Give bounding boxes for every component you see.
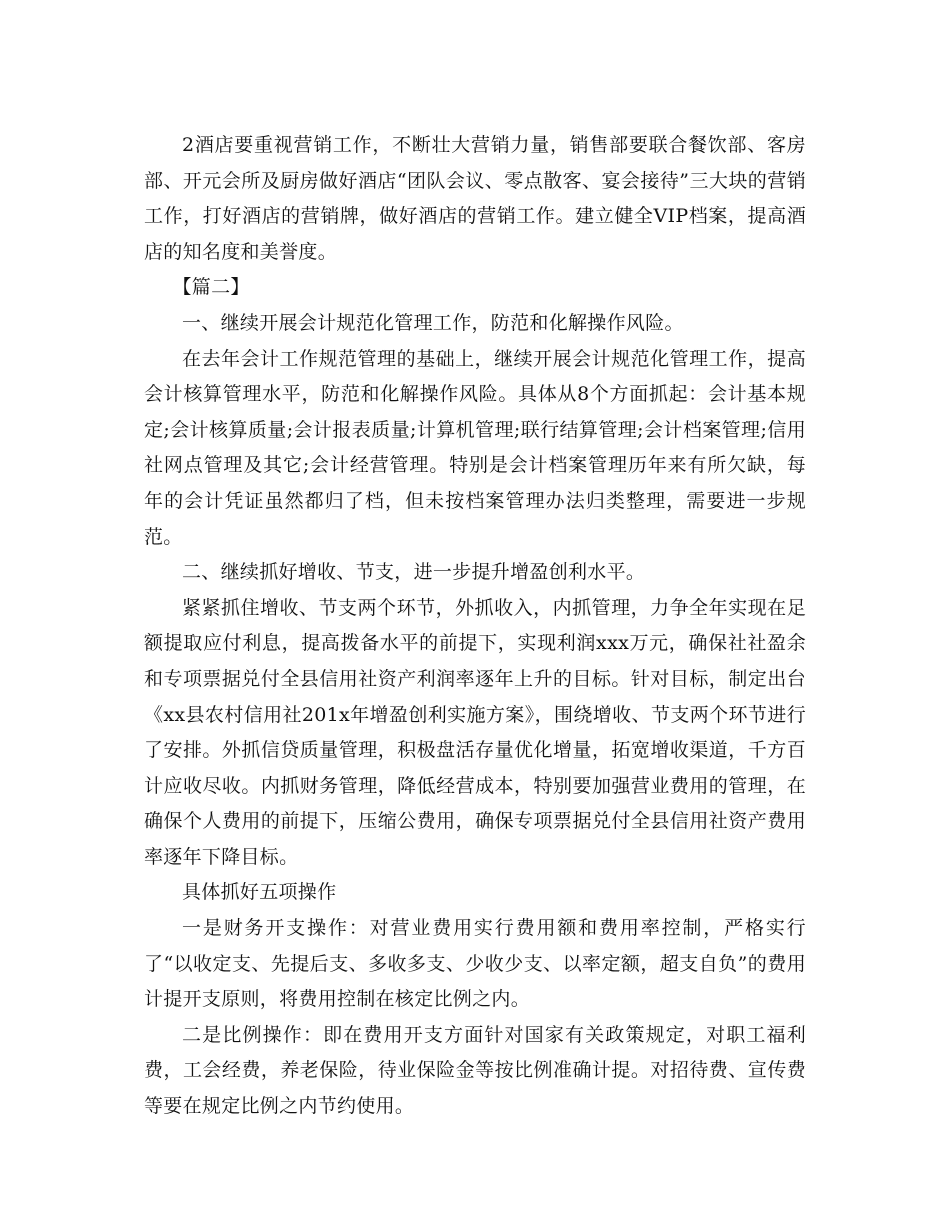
paragraph-revenue-cost-control: 紧紧抓住增收、节支两个环节，外抓收入，内抓管理，力争全年实现在足额提取应付利息，提高拨备水平的前提下，实现利润xxx万元，确保社社盈余和专项票据兑付全县信用社资产利润率逐年上升的目标。针对目标，制定出台《xx县农村信用社201x年增盈创利实施方案》，围绕增收、节支两个环节进行了安排。外抓信贷质量管理，积极盘活存量优化增量，拓宽增收渠道，千方百计应收尽收。内抓财务管理，降低经营成本，特别要加强营业费用的管理，在确保个人费用的前提下，压缩公费用，确保专项票据兑付全县信用社资产费用率逐年下降目标。: [144, 596, 806, 868]
section-label-part-two: 【篇二】: [172, 276, 250, 299]
heading-accounting-standardization: 一、继续开展会计规范化管理工作，防范和化解操作风险。: [182, 311, 684, 334]
paragraph-ratio-operation: 二是比例操作：即在费用开支方面针对国家有关政策规定，对职工福利费，工会经费，养老保险，待业保险金等按比例准确计提。对招待费、宣传费等要在规定比例之内节约使用。: [144, 1023, 806, 1118]
paragraph-expense-operation: 一是财务开支操作：对营业费用实行费用额和费用率控制，严格实行了“以收定支、先提后支、多收多支、少收少支、以率定额，超支自负”的费用计提开支原则，将费用控制在核定比例之内。: [144, 917, 806, 1011]
paragraph-accounting-standardization: 在去年会计工作规范管理的基础上，继续开展会计规范化管理工作，提高会计核算管理水平，防范和化解操作风险。具体从8个方面抓起：会计基本规定;会计核算质量;会计报表质量;计算机管理;联行结算管理;会计档案管理;信用社网点管理及其它;会计经营管理。特别是会计档案管理历年来有所欠缺，每年的会计凭证虽然都归了档，但未按档案管理办法归类整理，需要进一步规范。: [144, 347, 806, 548]
paragraph-hotel-marketing: 2酒店要重视营销工作，不断壮大营销力量，销售部要联合餐饮部、客房部、开元会所及厨房做好酒店“团队会议、零点散客、宴会接待”三大块的营销工作，打好酒店的营销牌，做好酒店的营销工作。建立健全VIP档案，提高酒店的知名度和美誉度。: [144, 134, 806, 263]
heading-five-operations: 具体抓好五项操作: [182, 881, 337, 904]
heading-revenue-cost-control: 二、继续抓好增收、节支，进一步提升增盈创利水平。: [182, 561, 646, 584]
document-body: [144, 128, 806, 1125]
